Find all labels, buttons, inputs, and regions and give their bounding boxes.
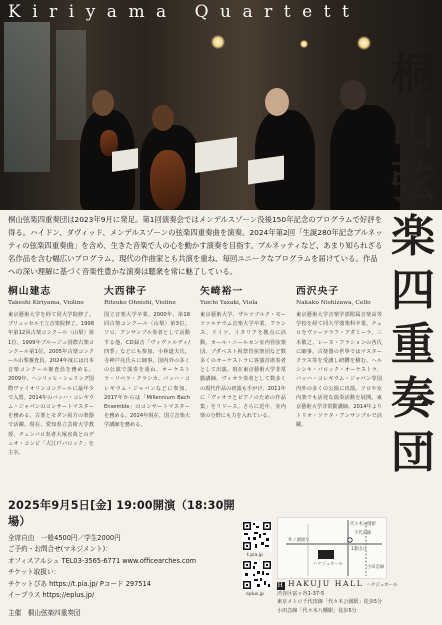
title-char: 楽 bbox=[391, 211, 435, 262]
member-bio: 東京藝術大学音楽学部附属音楽高等学校を経て同大学器楽科卒業。チェロをヴァーツラフ・アダミーラ、三木敬之、レーヌ・フラションの各氏に師事。古楽器の世界ではマスタークラス等を受講し研鑽を積む。ヘルシンキ・バロック・オーケストラ、バッハ・コレギウム・ジャパン等国内外の多くの公演に出演。ソロや室内楽でも活発な演奏活動を展開。東京藝術大学非常勤講師。2014年よりトリオ・ソナタ・アンサンブルで活躍。 bbox=[296, 312, 382, 429]
map-street-label: 井ノ頭通り bbox=[288, 538, 310, 543]
quartet-photo bbox=[0, 0, 442, 210]
title-vertical bbox=[388, 48, 438, 608]
map-subway-label: 千代田線 bbox=[354, 531, 372, 536]
event-info bbox=[8, 497, 238, 617]
member-card bbox=[200, 283, 286, 421]
member-name-ja: 大西律子 bbox=[104, 286, 148, 297]
member-name-ja: 桐山建志 bbox=[8, 286, 52, 297]
member-name-en: Nakako Nishizawa, Cello bbox=[296, 300, 371, 306]
venue-address: 渋谷区富ヶ谷1-37-5 bbox=[277, 591, 325, 597]
qr-caption-eplus: eplus.jp bbox=[246, 592, 264, 597]
management-contact[interactable]: オフィスアルシュ TEL03-3565-6771 www.officearches.com bbox=[8, 556, 197, 565]
venue-access-metro: 東京メトロ千代田線「代々木公園駅」徒歩5分 bbox=[277, 599, 383, 606]
intro-paragraph: 桐山弦楽四重奏団は2023年9月に発足。第1回演奏会ではメンデルスゾーン没後150年記念のプログラムで好評を得る。ハイドン、ダヴィッド、メンデルスゾーンの弦楽四重奏曲を演奏。2024年第2回「生誕280年記念ブルネッティの弦楽四重奏曲」を含め、生きた音楽で人の心を動かす演奏を目指す。ブルネッティなど、あまり知られざる名作品を含む幅広いプログラム。現代の作曲家とも共演を重ね、毎回ユニークなプログラムを届けている。作品への深い理解に基づく音楽性豊かな演奏は聴衆を常に魅了している。 bbox=[8, 215, 383, 276]
venue-marker bbox=[318, 550, 334, 559]
member-name-en: Ritsuko Ohnishi, Violine bbox=[104, 300, 176, 306]
hakuju-logo-icon: H bbox=[277, 582, 285, 589]
title-char: 四 bbox=[391, 265, 435, 316]
title-char: 桐 bbox=[391, 49, 435, 100]
venue-map[interactable] bbox=[277, 517, 387, 579]
eplus-link[interactable]: イープラス https://eplus.jp/ bbox=[8, 591, 95, 600]
map-venue-label: ハクジュホール bbox=[313, 562, 343, 567]
member-card bbox=[296, 283, 382, 431]
member-name-en: Takeshi Kiriyama, Violine bbox=[8, 300, 84, 306]
organizer: 主催 桐山弦楽四重奏団 bbox=[8, 609, 81, 618]
map-station-label: 代々木公園駅 bbox=[350, 522, 376, 527]
member-card bbox=[8, 283, 94, 458]
inquiry-label: ご予約・お問合せ(マネジメント)： bbox=[8, 545, 112, 554]
member-bio: 東京藝術大学を経て同大学院修了。ブリュッセル王立音楽院修了。1998年第12回古楽コンクール〈山梨〉第1位、1999年ブルージュ国際古楽コンクール第1位。2005年古楽コンクール山梨審査員。2024年度には日本音楽コンクール審査員を務める。2009年、ヘンリッヒ・シェリング国際ヴァイオリンコンクールに最年少で入賞。2014年のバッハ・コレギウム・ジャパンのコンサートマスターを務める。古楽とモダン両方の楽器で活躍。現在、愛知県立芸術大学教授、チェンバロ奏者大塚直哉とのデュオ・コンビ「大江戸バロック」を主宰。 bbox=[8, 312, 94, 457]
title-char: 弦 bbox=[391, 157, 435, 208]
ticket-outlets-label: チケット取扱い： bbox=[8, 568, 61, 577]
venue-name: H HAKUJU HALL ハクジュホール bbox=[277, 579, 398, 589]
venue-access-odakyu: 小田急線「代々木八幡駅」徒歩5分 bbox=[277, 607, 357, 614]
ticket-pia-link[interactable]: チケットぴあ https://t.pia.jp/ Pコード 297514 bbox=[8, 579, 151, 588]
venue-info bbox=[277, 579, 398, 615]
member-name-en: Yuichi Yazaki, Viola bbox=[200, 300, 258, 306]
member-bio: 国立音楽大学卒業。2000年、第18回古楽コンクール〈山梨〉第3位。ソロ、アンサンブル奏者として活動する他、CD録音「ヴィヴァルディ/四季」などにも参加。小林道夫氏、寺神戸亮氏らに師事。国内外の多くの公演で演奏を重ね、オーケストラ・リベラ・クラシカ、バッハ・コレギウム・ジャパンなどに参加。2017年からは「Millennium Bach Ensemble」のコンサートマスターを務める。2024年現在、国立音楽大学講師を務める。 bbox=[104, 312, 190, 429]
title-char: 山 bbox=[391, 103, 435, 154]
title-char: 重 bbox=[391, 319, 435, 370]
title-english: Kiriyama Quartett bbox=[8, 2, 361, 22]
member-list bbox=[8, 283, 384, 488]
title-char: 団 bbox=[391, 427, 435, 478]
member-bio: 東京藝術大学、ザルツブルク・モーツァルテウム音楽大学卒業。フランス、ドイツ、イタリアを拠点に活動。カール・ニールセン室内管弦楽団、ブダペスト祝祭管弦楽団など数多くのオーケストラに客演首席奏者として出演。現在東京藝術大学非常勤講師。ヴィオラ奏者として数多くの現代作品の初演も手がけ、2011年に「ヴィオラとピアノのための作品集」をリリース。さらに近年、室内楽の分野にも力を入れている。 bbox=[200, 312, 286, 420]
ticket-price: 全席自由 一般4500円／学生2000円 bbox=[8, 534, 121, 542]
member-card bbox=[104, 283, 190, 431]
map-line-label: 小田急線 bbox=[367, 565, 385, 570]
event-date: 2025年9月5日[金] 19:00開演（18:30開場） bbox=[8, 499, 235, 528]
qr-code-eplus[interactable] bbox=[242, 560, 272, 590]
qr-caption-pia: t.pia.jp bbox=[247, 553, 263, 558]
title-char: 奏 bbox=[391, 373, 435, 424]
qr-code-pia[interactable] bbox=[242, 521, 272, 551]
member-name-ja: 矢崎裕一 bbox=[200, 286, 244, 297]
station-marker bbox=[348, 538, 352, 542]
map-exit-label: 1番出口 bbox=[351, 547, 367, 552]
member-name-ja: 西沢央子 bbox=[296, 286, 340, 297]
